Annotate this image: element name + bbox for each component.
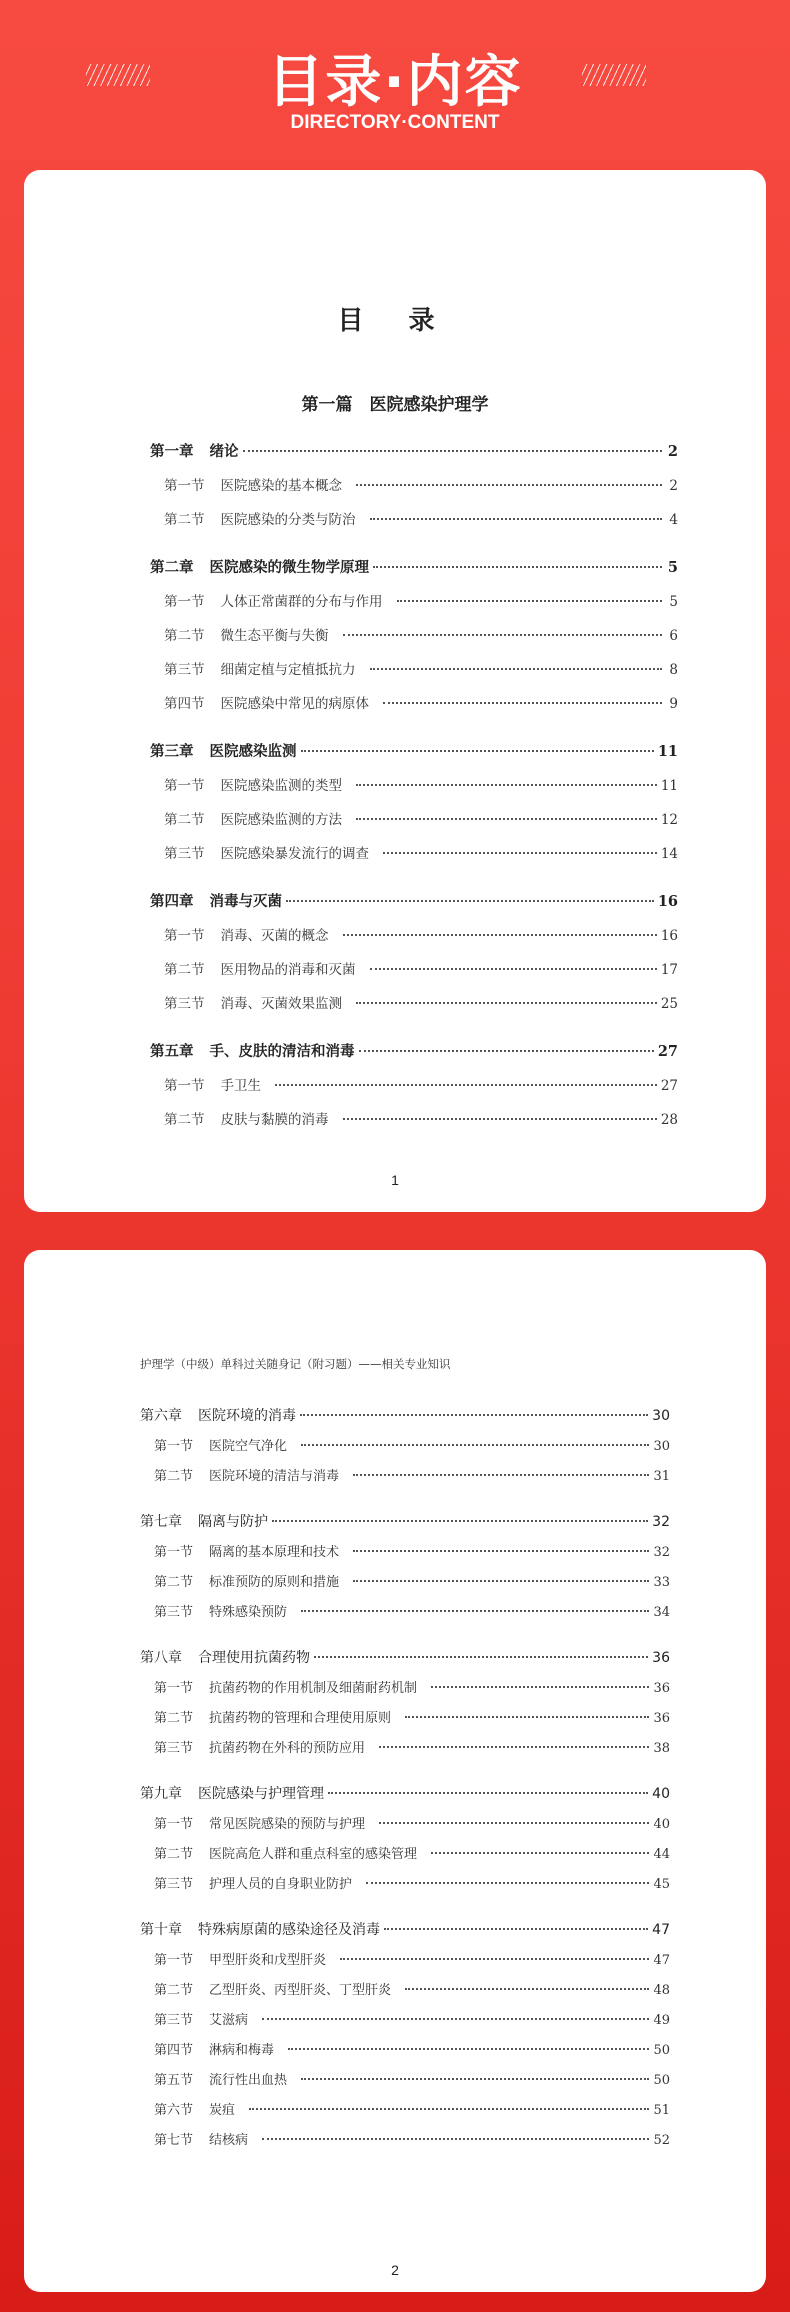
- entry-label: 第一节: [164, 594, 205, 610]
- entry-label: 第二节: [154, 1711, 194, 1726]
- entry-page: 47: [652, 1922, 670, 1938]
- entry-label: 第四章: [150, 893, 194, 910]
- section-entry: [140, 1677, 670, 1707]
- dot-leader: [370, 518, 663, 520]
- dot-leader: [356, 1002, 657, 1004]
- entry-label: 第二节: [164, 512, 205, 528]
- entry-page: 36: [653, 1711, 670, 1726]
- entry-title: 消毒、灭菌效果监测: [220, 996, 342, 1012]
- entry-label: 第二节: [164, 962, 205, 978]
- dot-leader: [343, 934, 657, 936]
- entry-page: 48: [653, 1983, 670, 1998]
- section-entry: [150, 1074, 678, 1108]
- dot-leader: [301, 1444, 649, 1446]
- entry-label: 第二节: [154, 1983, 194, 1998]
- dot-leader: [353, 1474, 649, 1476]
- entry-title: 标准预防的原则和措施: [209, 1575, 340, 1590]
- dot-leader: [405, 1988, 649, 1990]
- section-entry: [140, 2069, 670, 2099]
- dot-leader: [314, 1656, 648, 1658]
- entry-label: 第三章: [150, 743, 194, 760]
- entry-title: 消毒与灭菌: [209, 893, 282, 910]
- toc-list: [140, 1405, 670, 2159]
- entry-label: 第六节: [154, 2103, 194, 2118]
- part-heading: 第一篇 医院感染护理学: [301, 395, 489, 415]
- entry-page: 17: [660, 962, 678, 978]
- section-entry: [140, 1465, 670, 1495]
- section-entry: [150, 774, 678, 808]
- entry-page: 11: [657, 743, 678, 760]
- chapter-entry: [150, 740, 678, 774]
- entry-page: 40: [652, 1786, 670, 1802]
- chapter-entry: [140, 1919, 670, 1949]
- entry-title: 医院感染监测的类型: [220, 778, 342, 794]
- entry-page: 4: [669, 512, 678, 528]
- entry-title: 手卫生: [220, 1078, 261, 1094]
- dot-leader: [301, 2078, 649, 2080]
- dot-leader: [373, 566, 662, 568]
- chapter-entry: [150, 890, 678, 924]
- section-entry: [150, 924, 678, 958]
- section-entry: [140, 2039, 670, 2069]
- entry-page: 11: [660, 778, 678, 794]
- entry-title: 合理使用抗菌药物: [198, 1650, 310, 1666]
- dot-leader: [359, 1050, 654, 1052]
- dot-leader: [397, 600, 663, 602]
- section-entry: [140, 1949, 670, 1979]
- entry-label: 第一节: [164, 778, 205, 794]
- section-entry: [140, 1707, 670, 1737]
- page-number: 1: [391, 1172, 399, 1188]
- entry-page: 45: [653, 1877, 670, 1892]
- entry-page: 50: [653, 2043, 670, 2058]
- entry-title: 手、皮肤的清洁和消毒: [209, 1043, 355, 1060]
- section-entry: [140, 1571, 670, 1601]
- entry-label: 第二章: [150, 559, 194, 576]
- section-entry: [150, 992, 678, 1026]
- entry-title: 淋病和梅毒: [209, 2043, 275, 2058]
- section-entry: [150, 692, 678, 726]
- dot-leader: [431, 1686, 649, 1688]
- entry-page: 44: [653, 1847, 670, 1862]
- section-entry: [140, 1873, 670, 1903]
- entry-page: 2: [667, 443, 678, 460]
- entry-page: 12: [660, 812, 678, 828]
- entry-title: 微生态平衡与失衡: [220, 628, 329, 644]
- entry-title: 抗菌药物的管理和合理使用原则: [209, 1711, 392, 1726]
- dot-leader: [379, 1822, 649, 1824]
- chapter-entry: [150, 440, 678, 474]
- dot-leader: [405, 1716, 649, 1718]
- dot-leader: [340, 1958, 649, 1960]
- banner-subtitle: DIRECTORY·CONTENT: [290, 112, 500, 133]
- banner-header: [0, 0, 790, 170]
- entry-page: 2: [669, 478, 678, 494]
- entry-page: 16: [660, 928, 678, 944]
- entry-page: 34: [653, 1605, 670, 1620]
- entry-label: 第十章: [140, 1922, 182, 1938]
- entry-page: 32: [653, 1545, 670, 1560]
- entry-title: 医院空气净化: [209, 1439, 288, 1454]
- chapter-entry: [140, 1647, 670, 1677]
- entry-label: 第四节: [154, 2043, 194, 2058]
- entry-title: 人体正常菌群的分布与作用: [220, 594, 383, 610]
- chapter-entry: [140, 1783, 670, 1813]
- entry-page: 36: [653, 1681, 670, 1696]
- entry-label: 第八章: [140, 1650, 182, 1666]
- entry-label: 第一节: [154, 1439, 194, 1454]
- entry-title: 常见医院感染的预防与护理: [209, 1817, 366, 1832]
- entry-title: 特殊病原菌的感染途径及消毒: [198, 1922, 380, 1938]
- entry-title: 抗菌药物在外科的预防应用: [209, 1741, 366, 1756]
- entry-page: 51: [653, 2103, 670, 2118]
- section-entry: [140, 2129, 670, 2159]
- dot-leader: [262, 2138, 649, 2140]
- entry-title: 护理人员的自身职业防护: [209, 1877, 353, 1892]
- entry-page: 27: [657, 1043, 678, 1060]
- entry-label: 第三节: [154, 2013, 194, 2028]
- entry-label: 第三节: [154, 1605, 194, 1620]
- entry-page: 8: [669, 662, 678, 678]
- dot-leader: [370, 668, 663, 670]
- entry-page: 47: [653, 1953, 670, 1968]
- section-entry: [140, 2009, 670, 2039]
- entry-label: 第三节: [154, 1741, 194, 1756]
- section-entry: [140, 1843, 670, 1873]
- section-entry: [140, 1541, 670, 1571]
- dot-leader: [328, 1792, 648, 1794]
- entry-title: 特殊感染预防: [209, 1605, 288, 1620]
- section-entry: [140, 2099, 670, 2129]
- entry-title: 医用物品的消毒和灭菌: [220, 962, 356, 978]
- dot-leader: [431, 1852, 649, 1854]
- dot-leader: [353, 1550, 649, 1552]
- dot-leader: [383, 702, 662, 704]
- entry-title: 绪论: [209, 443, 239, 460]
- dot-leader: [343, 1118, 657, 1120]
- entry-label: 第三节: [154, 1877, 194, 1892]
- entry-label: 第七章: [140, 1514, 182, 1530]
- entry-page: 30: [652, 1408, 670, 1424]
- entry-page: 28: [660, 1112, 678, 1128]
- chapter-entry: [150, 1040, 678, 1074]
- dot-leader: [383, 852, 657, 854]
- section-entry: [150, 590, 678, 624]
- entry-title: 细菌定植与定植抵抗力: [220, 662, 356, 678]
- entry-page: 5: [667, 559, 678, 576]
- entry-label: 第五节: [154, 2073, 194, 2088]
- entry-page: 36: [652, 1650, 670, 1666]
- entry-label: 第一节: [164, 1078, 205, 1094]
- entry-title: 医院高危人群和重点科室的感染管理: [209, 1847, 418, 1862]
- section-entry: [150, 1108, 678, 1142]
- entry-title: 甲型肝炎和戊型肝炎: [209, 1953, 327, 1968]
- entry-page: 33: [653, 1575, 670, 1590]
- entry-page: 27: [660, 1078, 678, 1094]
- section-entry: [150, 658, 678, 692]
- entry-title: 结核病: [209, 2133, 249, 2148]
- dot-leader: [301, 750, 654, 752]
- section-entry: [150, 842, 678, 876]
- dot-leader: [366, 1882, 649, 1884]
- toc-title: 目 录: [337, 306, 453, 336]
- entry-label: 第二节: [164, 812, 205, 828]
- section-entry: [140, 1979, 670, 2009]
- entry-title: 医院感染的微生物学原理: [209, 559, 369, 576]
- entry-page: 5: [669, 594, 678, 610]
- chapter-entry: [140, 1405, 670, 1435]
- entry-title: 隔离与防护: [198, 1514, 268, 1530]
- dot-leader: [356, 784, 657, 786]
- entry-title: 消毒、灭菌的概念: [220, 928, 329, 944]
- entry-page: 32: [652, 1514, 670, 1530]
- entry-page: 9: [669, 696, 678, 712]
- dot-leader: [356, 818, 657, 820]
- entry-label: 第一节: [154, 1681, 194, 1696]
- entry-label: 第二节: [164, 628, 205, 644]
- entry-page: 16: [657, 893, 678, 910]
- entry-title: 抗菌药物的作用机制及细菌耐药机制: [209, 1681, 418, 1696]
- section-entry: [150, 624, 678, 658]
- entry-label: 第一章: [150, 443, 194, 460]
- dot-leader: [275, 1084, 657, 1086]
- banner-title: 目录·内容: [267, 50, 523, 115]
- page-number: 2: [391, 2262, 399, 2278]
- entry-page: 38: [653, 1741, 670, 1756]
- dot-leader: [272, 1520, 648, 1522]
- dot-leader: [356, 484, 662, 486]
- entry-title: 乙型肝炎、丙型肝炎、丁型肝炎: [209, 1983, 392, 1998]
- dot-leader: [370, 968, 657, 970]
- dot-leader: [379, 1746, 649, 1748]
- section-entry: [150, 958, 678, 992]
- entry-title: 皮肤与黏膜的消毒: [220, 1112, 329, 1128]
- entry-title: 医院感染的分类与防治: [220, 512, 356, 528]
- dot-leader: [353, 1580, 649, 1582]
- toc-page-1: [24, 170, 766, 1212]
- toc-page-2: [24, 1250, 766, 2292]
- section-entry: [140, 1435, 670, 1465]
- entry-title: 炭疽: [209, 2103, 236, 2118]
- dot-leader: [288, 2048, 649, 2050]
- dot-leader: [249, 2108, 649, 2110]
- entry-label: 第九章: [140, 1786, 182, 1802]
- toc-list: [150, 440, 678, 1142]
- entry-page: 31: [653, 1469, 670, 1484]
- chapter-entry: [150, 556, 678, 590]
- dot-leader: [286, 900, 654, 902]
- entry-label: 第二节: [154, 1575, 194, 1590]
- entry-label: 第二节: [154, 1469, 194, 1484]
- entry-title: 医院环境的清洁与消毒: [209, 1469, 340, 1484]
- section-entry: [140, 1737, 670, 1767]
- dot-leader: [384, 1928, 648, 1930]
- entry-page: 30: [653, 1439, 670, 1454]
- entry-label: 第一节: [154, 1953, 194, 1968]
- dot-leader: [343, 634, 663, 636]
- entry-page: 40: [653, 1817, 670, 1832]
- entry-page: 14: [660, 846, 678, 862]
- entry-label: 第五章: [150, 1043, 194, 1060]
- entry-label: 第四节: [164, 696, 205, 712]
- section-entry: [150, 508, 678, 542]
- section-entry: [140, 1813, 670, 1843]
- entry-page: 52: [653, 2133, 670, 2148]
- entry-label: 第三节: [164, 662, 205, 678]
- entry-label: 第一节: [164, 928, 205, 944]
- dot-leader: [262, 2018, 649, 2020]
- entry-title: 医院感染暴发流行的调查: [220, 846, 369, 862]
- chapter-entry: [140, 1511, 670, 1541]
- dot-leader: [243, 450, 663, 452]
- dot-leader: [300, 1414, 648, 1416]
- entry-title: 医院感染中常见的病原体: [220, 696, 369, 712]
- entry-label: 第七节: [154, 2133, 194, 2148]
- section-entry: [140, 1601, 670, 1631]
- entry-page: 49: [653, 2013, 670, 2028]
- entry-title: 艾滋病: [209, 2013, 249, 2028]
- entry-title: 流行性出血热: [209, 2073, 288, 2088]
- entry-title: 医院感染的基本概念: [220, 478, 342, 494]
- entry-page: 6: [669, 628, 678, 644]
- entry-label: 第六章: [140, 1408, 182, 1424]
- section-entry: [150, 474, 678, 508]
- entry-title: 隔离的基本原理和技术: [209, 1545, 340, 1560]
- entry-title: 医院感染监测: [209, 743, 297, 760]
- entry-label: 第一节: [154, 1545, 194, 1560]
- entry-label: 第一节: [154, 1817, 194, 1832]
- entry-page: 25: [660, 996, 678, 1012]
- entry-title: 医院感染监测的方法: [220, 812, 342, 828]
- entry-label: 第三节: [164, 996, 205, 1012]
- entry-title: 医院环境的消毒: [198, 1408, 296, 1424]
- entry-label: 第一节: [164, 478, 205, 494]
- entry-label: 第二节: [154, 1847, 194, 1862]
- entry-title: 医院感染与护理管理: [198, 1786, 324, 1802]
- dot-leader: [301, 1610, 649, 1612]
- running-head: 护理学（中级）单科过关随身记（附习题）——相关专业知识: [140, 1357, 451, 1371]
- entry-label: 第二节: [164, 1112, 205, 1128]
- section-entry: [150, 808, 678, 842]
- entry-label: 第三节: [164, 846, 205, 862]
- entry-page: 50: [653, 2073, 670, 2088]
